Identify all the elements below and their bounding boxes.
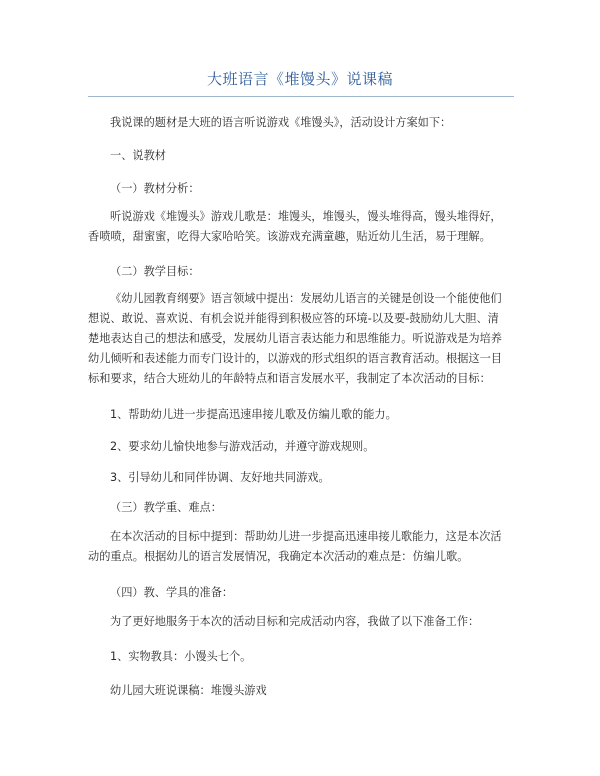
intro-paragraph: 我说课的题材是大班的语言听说游戏《堆馒头》，活动设计方案如下： — [110, 116, 452, 129]
title-divider — [88, 96, 514, 97]
goal-item-2: 2、要求幼儿愉快地参与游戏活动，并遵守游戏规则。 — [110, 440, 375, 453]
subsection-heading-3: （三）教学重、难点： — [110, 501, 222, 514]
material-analysis-paragraph: 听说游戏《堆馒头》游戏儿歌是：堆馒头，堆馒头，馒头堆得高，馒头堆得好，香喷喷，甜蜜蜜，吃得大家哈哈笑。该游戏充满童趣，贴近幼儿生活，易于理解。 — [88, 210, 502, 243]
document-footer-title: 幼儿园大班说课稿：堆馒头游戏 — [110, 684, 267, 697]
goal-item-1: 1、帮助幼儿进一步提高迅速串接儿歌及仿编儿歌的能力。 — [110, 408, 397, 421]
preparation-item-1: 1、实物教具：小馒头七个。 — [110, 650, 252, 663]
subsection-heading-4: （四）教、学具的准备： — [110, 586, 234, 599]
preparation-paragraph: 为了更好地服务于本次的活动目标和完成活动内容，我做了以下准备工作： — [110, 615, 480, 628]
teaching-goals-paragraph: 《幼儿园教育纲要》语言领域中提出：发展幼儿语言的关键是创设一个能使他们想说、敢说、喜欢说、有机会说并能得到积极应答的环境-以及要-鼓励幼儿大胆、清楚地表达自己的想法和感受，发展幼儿语言表达能力和思维能力。听说游戏是为培养幼儿倾听和表述能力而专门设计的，以游戏的形式组织的语言教育活动。根据这一目标和要求，结合大班幼儿的年龄特点和语言发展水平，我制定了本次活动的目标： — [88, 292, 502, 385]
document-title: 大班语言《堆馒头》说课稿 — [206, 70, 393, 88]
subsection-heading-1: （一）教材分析： — [110, 182, 200, 195]
section-heading-1: 一、说教材 — [110, 149, 166, 162]
key-points-paragraph: 在本次活动的目标中提到：帮助幼儿进一步提高迅速串接儿歌能力，这是本次活动的重点。根据幼儿的语言发展情况，我确定本次活动的难点是：仿编儿歌。 — [88, 530, 502, 563]
goal-item-3: 3、引导幼儿和同伴协调、友好地共同游戏。 — [110, 471, 330, 484]
subsection-heading-2: （二）教学目标： — [110, 265, 200, 278]
